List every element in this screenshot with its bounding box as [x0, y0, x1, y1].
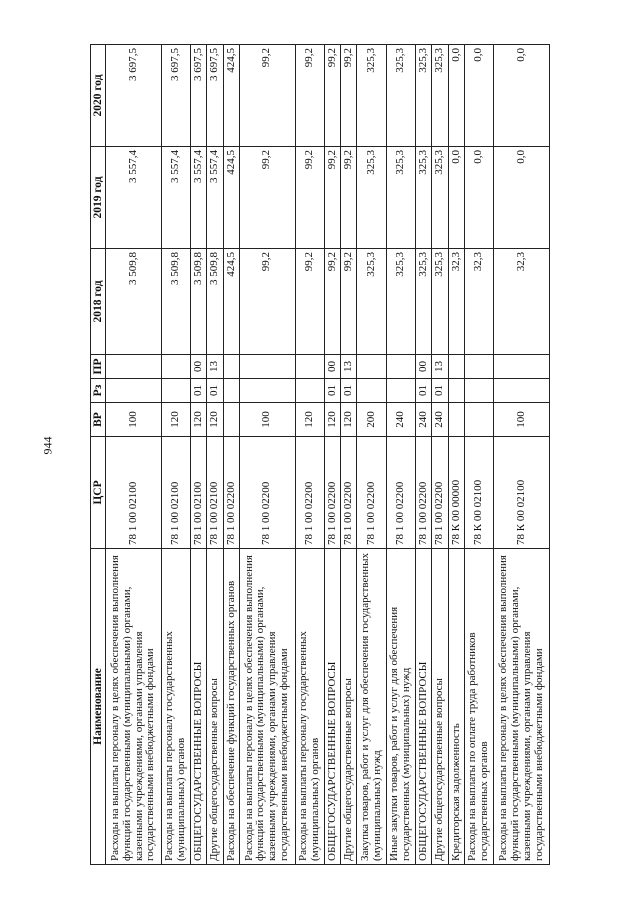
table-row — [324, 45, 340, 865]
cell-vr: 100 — [494, 403, 550, 437]
header-2018: 2018 год — [91, 249, 106, 355]
table-row — [432, 45, 448, 865]
cell-csr: 78 1 00 02200 — [386, 437, 415, 549]
table-row — [416, 45, 432, 865]
cell-csr: 78 К 00 02100 — [494, 437, 550, 549]
cell-rz — [448, 379, 464, 403]
cell-2018: 99,2 — [324, 249, 340, 355]
cell-rz — [106, 379, 161, 403]
cell-rz — [240, 379, 295, 403]
cell-vr — [448, 403, 464, 437]
cell-2018: 3 509,8 — [207, 249, 223, 355]
cell-2020: 99,2 — [324, 45, 340, 147]
header-name: Наименование — [91, 549, 106, 865]
cell-pr: 00 — [191, 355, 207, 379]
cell-2020: 0,0 — [494, 45, 550, 147]
cell-rz — [386, 379, 415, 403]
cell-csr: 78 К 00 02100 — [465, 437, 494, 549]
cell-pr: 13 — [432, 355, 448, 379]
cell-pr — [494, 355, 550, 379]
cell-2019: 325,3 — [357, 147, 386, 249]
table-row — [341, 45, 357, 865]
cell-csr: 78 1 00 02200 — [416, 437, 432, 549]
header-2020: 2020 год — [91, 45, 106, 147]
table-row — [465, 45, 494, 865]
cell-name: Расходы на обеспечение функций государственных органов — [223, 549, 239, 865]
cell-2020: 3 697,5 — [106, 45, 161, 147]
table-row — [386, 45, 415, 865]
cell-2019: 424,5 — [223, 147, 239, 249]
cell-2019: 325,3 — [416, 147, 432, 249]
cell-pr — [357, 355, 386, 379]
rotated-table-container — [90, 45, 550, 865]
cell-pr — [161, 355, 190, 379]
cell-2018: 32,3 — [448, 249, 464, 355]
cell-pr — [295, 355, 324, 379]
cell-2019: 99,2 — [324, 147, 340, 249]
cell-csr: 78 1 00 02200 — [223, 437, 239, 549]
table-body — [106, 45, 550, 865]
budget-table — [90, 44, 550, 865]
cell-name: ОБЩЕГОСУДАРСТВЕННЫЕ ВОПРОСЫ — [191, 549, 207, 865]
cell-2018: 325,3 — [386, 249, 415, 355]
cell-2019: 99,2 — [341, 147, 357, 249]
cell-2020: 0,0 — [448, 45, 464, 147]
cell-2019: 99,2 — [240, 147, 295, 249]
table-row — [106, 45, 161, 865]
cell-pr — [240, 355, 295, 379]
cell-2019: 99,2 — [295, 147, 324, 249]
cell-2020: 424,5 — [223, 45, 239, 147]
cell-2020: 325,3 — [416, 45, 432, 147]
cell-vr: 100 — [106, 403, 161, 437]
cell-vr: 120 — [324, 403, 340, 437]
cell-rz: 01 — [416, 379, 432, 403]
cell-name: ОБЩЕГОСУДАРСТВЕННЫЕ ВОПРОСЫ — [416, 549, 432, 865]
cell-rz — [465, 379, 494, 403]
cell-name: Расходы на выплаты персоналу в целях обеспечения выполнения функций государственными (муниципальными) органами, казенными учреждениями, органами управления государственными внебюджетными фондами — [494, 549, 550, 865]
cell-pr — [448, 355, 464, 379]
table-header-row — [91, 45, 106, 865]
cell-pr: 00 — [324, 355, 340, 379]
cell-2018: 3 509,8 — [161, 249, 190, 355]
cell-2018: 325,3 — [416, 249, 432, 355]
cell-csr: 78 1 00 02200 — [357, 437, 386, 549]
cell-name: Расходы на выплаты персоналу государственных (муниципальных) органов — [161, 549, 190, 865]
table-row — [240, 45, 295, 865]
cell-vr: 240 — [432, 403, 448, 437]
cell-2019: 3 557,4 — [161, 147, 190, 249]
cell-vr: 120 — [207, 403, 223, 437]
cell-2020: 99,2 — [341, 45, 357, 147]
cell-2019: 325,3 — [432, 147, 448, 249]
header-pr: ПР — [91, 355, 106, 379]
cell-2019: 0,0 — [448, 147, 464, 249]
cell-2018: 3 509,8 — [191, 249, 207, 355]
cell-2018: 325,3 — [357, 249, 386, 355]
cell-rz — [223, 379, 239, 403]
cell-name: Иные закупки товаров, работ и услуг для обеспечения государственных (муниципальных) нужд — [386, 549, 415, 865]
cell-vr — [223, 403, 239, 437]
cell-vr: 100 — [240, 403, 295, 437]
cell-2019: 325,3 — [386, 147, 415, 249]
table-row — [207, 45, 223, 865]
table-row — [448, 45, 464, 865]
cell-pr — [386, 355, 415, 379]
cell-csr: 78 1 00 02200 — [240, 437, 295, 549]
cell-rz: 01 — [341, 379, 357, 403]
cell-csr: 78 1 00 02100 — [161, 437, 190, 549]
cell-name: Другие общегосударственные вопросы — [341, 549, 357, 865]
cell-name: Расходы на выплаты персоналу в целях обеспечения выполнения функций государственными (муниципальными) органами, казенными учреждениями, органами управления государственными внебюджетными фондами — [106, 549, 161, 865]
table-row — [494, 45, 550, 865]
cell-rz — [295, 379, 324, 403]
cell-vr: 120 — [341, 403, 357, 437]
cell-name: Другие общегосударственные вопросы — [207, 549, 223, 865]
cell-pr — [223, 355, 239, 379]
cell-vr — [465, 403, 494, 437]
cell-rz: 01 — [207, 379, 223, 403]
cell-2020: 99,2 — [240, 45, 295, 147]
cell-name: Расходы на выплаты персоналу в целях обеспечения выполнения функций государственными (муниципальными) органами, казенными учреждениями, органами управления государственными внебюджетными фондами — [240, 549, 295, 865]
cell-2020: 325,3 — [386, 45, 415, 147]
cell-2020: 3 697,5 — [161, 45, 190, 147]
cell-2018: 99,2 — [341, 249, 357, 355]
cell-csr: 78 1 00 02200 — [324, 437, 340, 549]
cell-pr — [465, 355, 494, 379]
table-row — [295, 45, 324, 865]
cell-rz — [161, 379, 190, 403]
cell-csr: 78 1 00 02200 — [341, 437, 357, 549]
cell-2018: 32,3 — [494, 249, 550, 355]
table-row — [191, 45, 207, 865]
cell-2018: 99,2 — [295, 249, 324, 355]
cell-2018: 3 509,8 — [106, 249, 161, 355]
cell-2020: 3 697,5 — [207, 45, 223, 147]
cell-rz: 01 — [191, 379, 207, 403]
cell-pr: 00 — [416, 355, 432, 379]
header-csr: ЦСР — [91, 437, 106, 549]
cell-2020: 0,0 — [465, 45, 494, 147]
cell-name: Кредиторская задолженность — [448, 549, 464, 865]
cell-vr: 240 — [386, 403, 415, 437]
cell-rz — [494, 379, 550, 403]
cell-vr: 120 — [191, 403, 207, 437]
cell-csr: 78 1 00 02100 — [191, 437, 207, 549]
cell-pr: 13 — [341, 355, 357, 379]
cell-name: Другие общегосударственные вопросы — [432, 549, 448, 865]
cell-2018: 32,3 — [465, 249, 494, 355]
table-row — [161, 45, 190, 865]
cell-2019: 3 557,4 — [207, 147, 223, 249]
cell-rz: 01 — [432, 379, 448, 403]
cell-2018: 325,3 — [432, 249, 448, 355]
cell-name: Закупка товаров, работ и услуг для обеспечения государственных (муниципальных) нужд — [357, 549, 386, 865]
page-number: 944 — [40, 436, 55, 455]
header-rz: Рз — [91, 379, 106, 403]
cell-2019: 3 557,4 — [106, 147, 161, 249]
cell-2020: 325,3 — [432, 45, 448, 147]
cell-2020: 3 697,5 — [191, 45, 207, 147]
cell-csr: 78 1 00 02100 — [207, 437, 223, 549]
cell-name: ОБЩЕГОСУДАРСТВЕННЫЕ ВОПРОСЫ — [324, 549, 340, 865]
cell-csr: 78 1 00 02100 — [106, 437, 161, 549]
cell-2019: 3 557,4 — [191, 147, 207, 249]
cell-2020: 325,3 — [357, 45, 386, 147]
cell-csr: 78 1 00 02200 — [295, 437, 324, 549]
cell-name: Расходы на выплаты персоналу государственных (муниципальных) органов — [295, 549, 324, 865]
cell-2019: 0,0 — [494, 147, 550, 249]
cell-2019: 0,0 — [465, 147, 494, 249]
cell-rz — [357, 379, 386, 403]
cell-vr: 200 — [357, 403, 386, 437]
cell-rz: 01 — [324, 379, 340, 403]
cell-pr: 13 — [207, 355, 223, 379]
cell-csr: 78 1 00 02200 — [432, 437, 448, 549]
cell-2018: 99,2 — [240, 249, 295, 355]
header-2019: 2019 год — [91, 147, 106, 249]
cell-csr: 78 К 00 00000 — [448, 437, 464, 549]
cell-2020: 99,2 — [295, 45, 324, 147]
header-vr: ВР — [91, 403, 106, 437]
cell-name: Расходы на выплаты по оплате труда работников государственных органов — [465, 549, 494, 865]
cell-pr — [106, 355, 161, 379]
table-row — [357, 45, 386, 865]
cell-vr: 120 — [295, 403, 324, 437]
table-row — [223, 45, 239, 865]
cell-2018: 424,5 — [223, 249, 239, 355]
cell-vr: 120 — [161, 403, 190, 437]
cell-vr: 240 — [416, 403, 432, 437]
